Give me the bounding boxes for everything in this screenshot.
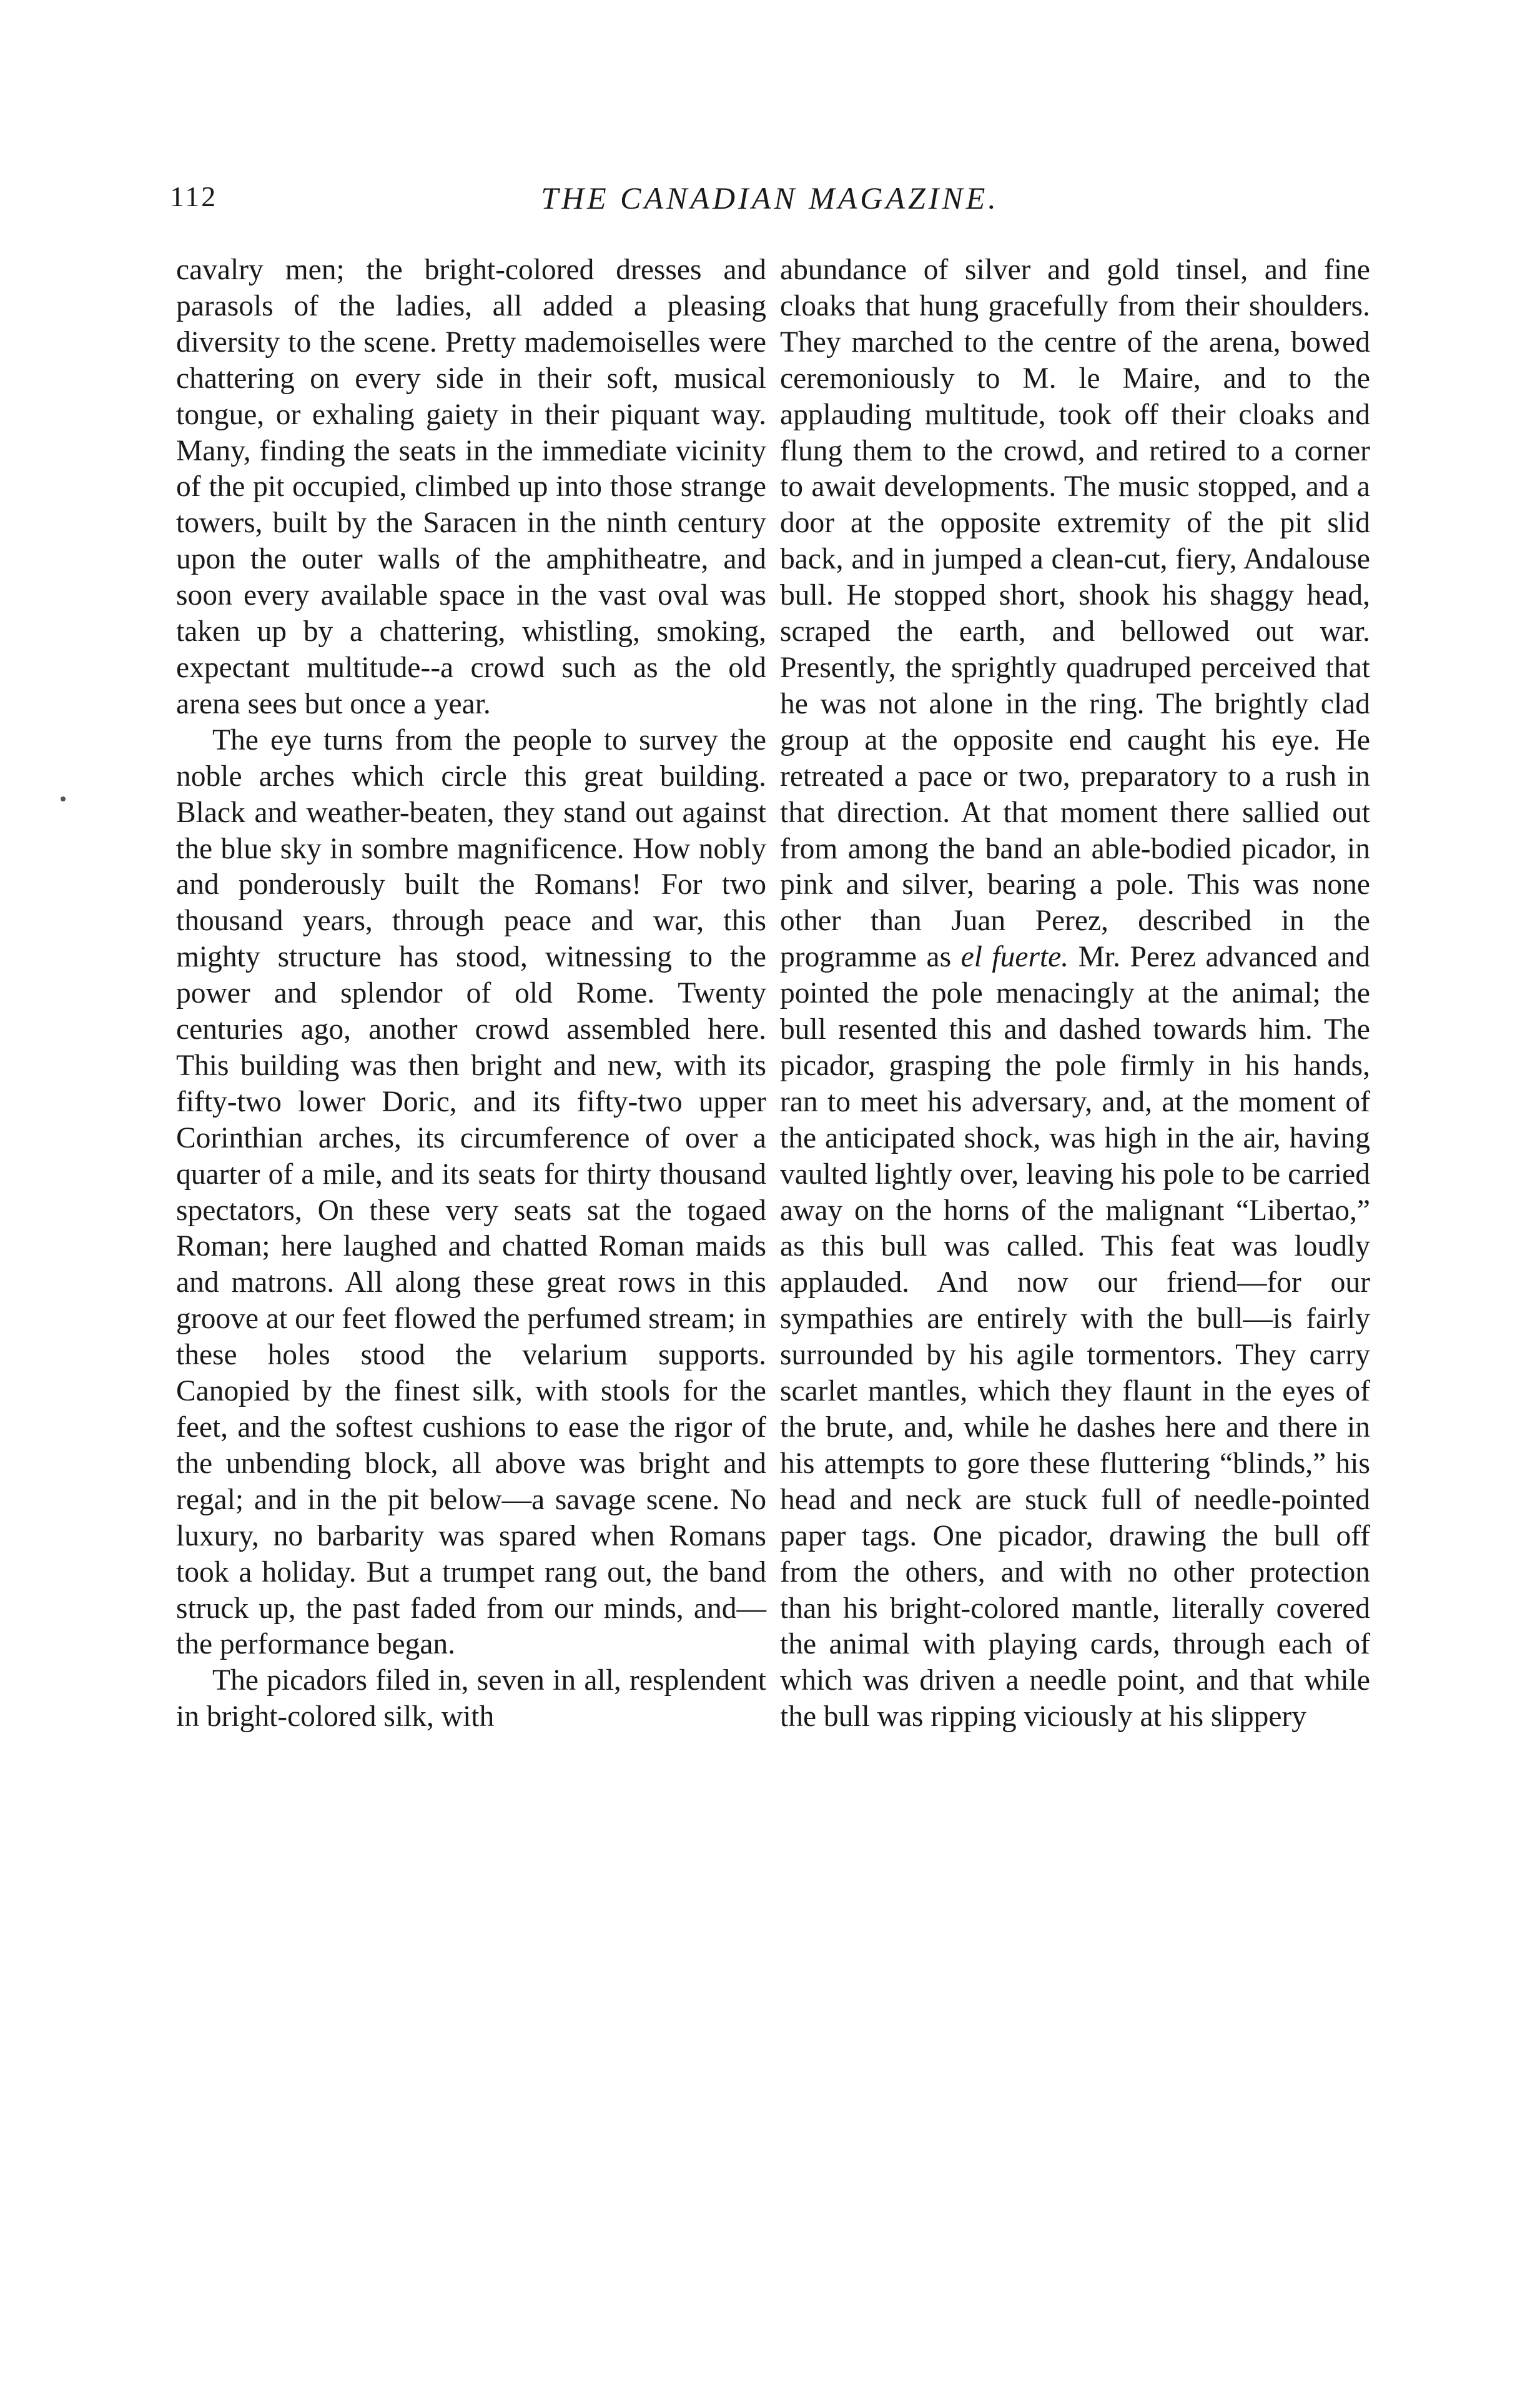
paragraph-bullfight-text-a: abundance of silver and gold tinsel, and fine cloaks that hung gracefully from their shoulders. They marched to the centre of the arena, bowed ceremoniously to M. le Maire, and to the applauding multitude, took off their cloaks and flung them to the crowd, and retired to a corner to await developments. The music stopped, and a door at the opposite extremity of the pit slid back, and in jumped a clean-cut, fiery, Andalouse bull. He stopped short, shook his shaggy head, scraped the earth, and bellowed out war. Presently, the sprightly quadruped perceived that he was not alone in the ring. The brightly clad group at the opposite end caught his eye. He retreated a pace or two, preparatory to a rush in that direction. At that moment there sallied out from among the band an able-bodied picador, in pink and silver, bearing a pole. This was none other than Juan Perez, described in the programme as [780,254,1370,974]
paragraph-bullfight-text-b: Mr. Perez advanced and pointed the pole menacingly at the animal; the bull resented this and dashed towards him. The picador, grasping the pole firmly in his hands, ran to meet his adversary, and, at the moment of the anticipated shock, was high in the air, having vaulted lightly over, leaving his pole to be carried away on the horns of the malignant “Libertao,” as this bull was called. This feat was loudly applauded. And now our friend—for our sympathies are entirely with the bull—is fairly surrounded by his agile tormentors. They carry scarlet mantles, which they flaunt in the eyes of the brute, and, while he dashes here and there in his attempts to gore these fluttering “blinds,” his head and neck are stuck full of needle-pointed paper tags. One picador, drawing the bull off from the others, and with no other protection than his bright-colored mantle, literally covered the animal with playing cards, through each of which was driven a needle point, and that while the bull was ripping viciously at his slippery [780,941,1370,1733]
page-number: 112 [170,181,218,212]
page-header [170,180,1370,217]
margin-mark [61,796,66,801]
right-column [780,252,1370,1735]
paragraph-arena-crowd: cavalry men; the bright-colored dresses and parasols of the ladies, all added a pleasing diversity to the scene. Pretty mademoiselles were chattering on every side in their soft, musical tongue, or exhaling gaiety in their piquant way. Many, finding the seats in the immediate vicinity of the pit occupied, climbed up into those strange towers, built by the Saracen in the ninth century upon the outer walls of the amphitheatre, and soon every available space in the vast oval was taken up by a chattering, whistling, smoking, expectant multitude--a crowd such as the old arena sees but once a year. [176,254,766,720]
paragraph-picadors-enter: The picadors filed in, seven in all, resplendent in bright-colored silk, with [176,1664,766,1733]
paragraph-bullfight [780,252,1370,1735]
paragraph-roman-arches: The eye turns from the people to survey the noble arches which circle this great building. Black and weather-beaten, they stand out against the blue sky in sombre magnificence. How nobly and ponderously built the Romans! For two thousand years, through peace and war, this mighty structure has stood, witnessing to the power and splendor of old Rome. Twenty centuries ago, another crowd assembled here. This building was then bright and new, with its fifty-two lower Doric, and its fifty-two upper Corinthian arches, its circumference of over a quarter of a mile, and its seats for thirty thousand spectators, On these very seats sat the togaed Roman; here laughed and chatted Roman maids and matrons. All along these great rows in this groove at our feet flowed the perfumed stream; in these holes stood the velarium supports. Canopied by the finest silk, with stools for the feet, and the softest cushions to ease the rigor of the unbending block, all above was bright and regal; and in the pit below—a savage scene. No luxury, no barbarity was spared when Romans took a holiday. But a trumpet rang out, the band struck up, the past faded from our minds, and—the performance began. [176,723,766,1661]
emphasis-el-fuerte: el fuerte. [960,941,1069,974]
running-title: THE CANADIAN MAGAZINE. [541,181,999,216]
left-column [176,252,766,1735]
